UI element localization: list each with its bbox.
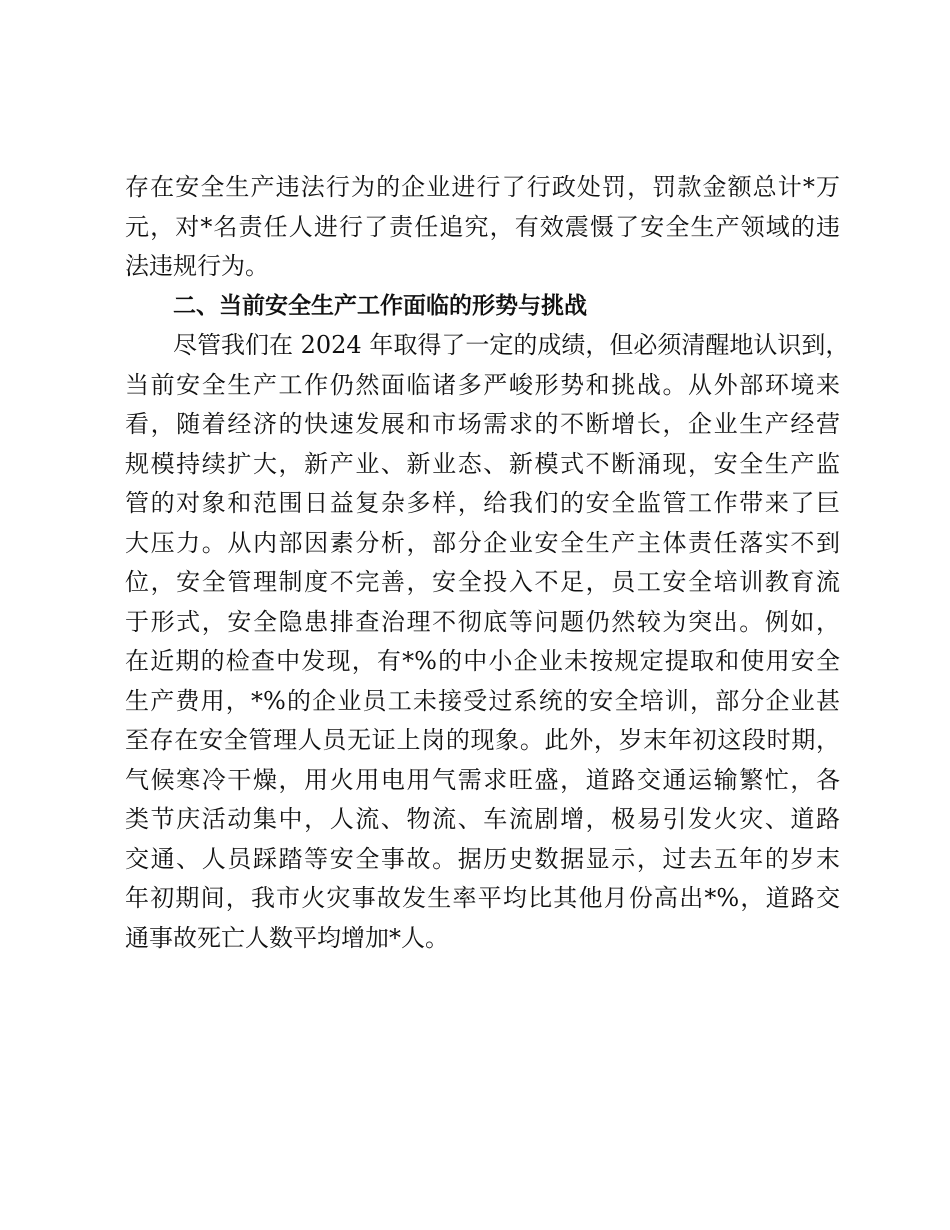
text-line: 通事故死亡人数平均增加*人。	[125, 923, 449, 952]
text-line: 当前安全生产工作仍然面临诸多严峻形势和挑战。从外部环境来	[125, 370, 840, 399]
text-line: 看，随着经济的快速发展和市场需求的不断增长，企业生产经营	[125, 410, 840, 438]
paragraph-challenges	[125, 326, 850, 958]
text-line: 位，安全管理制度不完善，安全投入不足，员工安全培训教育流	[125, 568, 840, 596]
text-line: 生产费用，*%的企业员工未接受过系统的安全培训，部分企业甚	[125, 686, 840, 715]
text-line: 交通、人员踩踏等安全事故。据历史数据显示，过去五年的岁末	[125, 844, 840, 873]
section-heading: 二、当前安全生产工作面临的形势与挑战	[173, 292, 587, 319]
text-line: 气候寒冷干燥，用火用电用气需求旺盛，道路交通运输繁忙，各	[125, 765, 840, 794]
text-line: 至存在安全管理人员无证上岗的现象。此外，岁末年初这段时期，	[125, 726, 840, 754]
text-line: 管的对象和范围日益复杂多样，给我们的安全监管工作带来了巨	[125, 489, 840, 517]
text-line: 规模持续扩大，新产业、新业态、新模式不断涌现，安全生产监	[125, 449, 840, 478]
text-line: 大压力。从内部因素分析，部分企业安全生产主体责任落实不到	[125, 528, 840, 557]
text-line: 存在安全生产违法行为的企业进行了行政处罚，罚款金额总计*万	[125, 173, 840, 201]
text-line: 法违规行为。	[125, 252, 269, 280]
text-line: 类节庆活动集中，人流、物流、车流剧增，极易引发火灾、道路	[125, 805, 840, 833]
text-line: 元，对*名责任人进行了责任追究，有效震慑了安全生产领域的违	[125, 212, 840, 241]
paragraph-penalties	[125, 168, 840, 287]
document-body	[125, 168, 850, 958]
text-line: 年初期间，我市火灾事故发生率平均比其他月份高出*%，道路交	[125, 884, 840, 912]
text-line: 在近期的检查中发现，有*%的中小企业未按规定提取和使用安全	[125, 647, 840, 675]
text-line: 于形式，安全隐患排查治理不彻底等问题仍然较为突出。例如，	[125, 607, 840, 636]
text-line: 尽管我们在 2024 年取得了一定的成绩，但必须清醒地认识到，	[173, 331, 850, 359]
